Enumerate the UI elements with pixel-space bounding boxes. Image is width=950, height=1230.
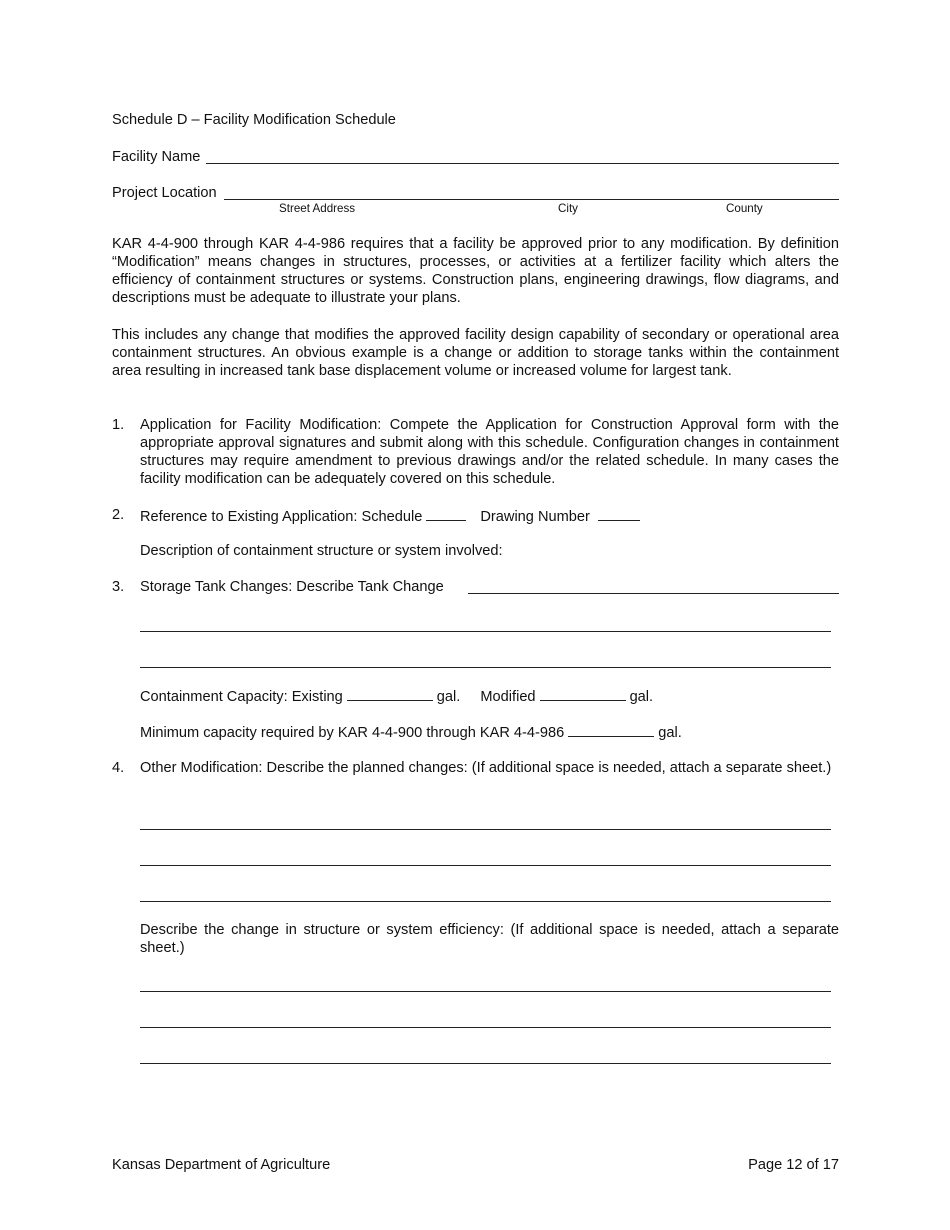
tank-change-line-3[interactable] — [140, 667, 831, 668]
minimum-capacity-label: Minimum capacity required by KAR 4-4-900 through KAR 4-4-986 — [140, 725, 565, 741]
county-caption: County — [726, 202, 763, 215]
efficiency-change-line-1[interactable] — [140, 991, 831, 992]
project-location-label: Project Location — [112, 185, 217, 201]
containment-description-label: Description of containment structure or system involved: — [140, 543, 503, 559]
project-location-field[interactable] — [224, 199, 839, 200]
efficiency-change-line-3[interactable] — [140, 1063, 831, 1064]
footer-agency: Kansas Department of Agriculture — [112, 1157, 331, 1173]
schedule-title: Schedule D – Facility Modification Schedule — [112, 112, 396, 128]
city-caption: City — [558, 202, 578, 215]
street-address-caption: Street Address — [279, 202, 356, 215]
footer-page-number: Page 12 of 17 — [748, 1157, 839, 1173]
item-2-number: 2. — [112, 507, 125, 523]
efficiency-change-label: Describe the change in structure or system efficiency: (If additional space is needed, attach a separate sheet.) — [140, 922, 839, 956]
item-2-reference-row — [140, 506, 644, 526]
schedule-reference-field[interactable] — [426, 506, 466, 521]
storage-tank-label: Storage Tank Changes: Describe Tank Change — [140, 579, 444, 595]
tank-change-line-2[interactable] — [140, 631, 831, 632]
planned-changes-line-2[interactable] — [140, 865, 831, 866]
minimum-capacity-field[interactable] — [568, 722, 654, 737]
planned-changes-line-3[interactable] — [140, 901, 831, 902]
containment-capacity-row — [140, 686, 653, 706]
item-1-text: Application for Facility Modification: Compete the Application for Construction Approval form with the appropriate approval signatures and submit along with this schedule. Configuration changes in containment structures may require amendment to previous drawings and/or the related schedule. In many cases the facility modification can be adequately covered on this schedule. — [140, 417, 839, 487]
facility-name-field[interactable] — [206, 163, 839, 164]
minimum-gal-unit: gal. — [658, 725, 682, 741]
modified-gal-unit: gal. — [629, 689, 654, 705]
minimum-capacity-row — [140, 722, 682, 742]
existing-capacity-field[interactable] — [347, 686, 433, 701]
efficiency-change-line-2[interactable] — [140, 1027, 831, 1028]
containment-capacity-label: Containment Capacity: Existing — [140, 689, 343, 705]
item-3-number: 3. — [112, 579, 125, 595]
intro-paragraph-2: This includes any change that modifies the approved facility design capability of secondary or operational area containment structures. An obvious example is a change or addition to storage tanks within the containment area resulting in increased tank base displacement volume or increased volume for largest tank. — [112, 327, 839, 379]
planned-changes-line-1[interactable] — [140, 829, 831, 830]
modified-capacity-field[interactable] — [540, 686, 626, 701]
tank-change-field[interactable] — [468, 593, 839, 594]
facility-name-label: Facility Name — [112, 149, 201, 165]
drawing-number-field[interactable] — [598, 506, 640, 521]
other-modification-label: Other Modification: Describe the planned changes: (If additional space is needed, attach a separate sheet.) — [140, 760, 832, 776]
drawing-number-label: Drawing Number — [480, 509, 590, 525]
intro-paragraph-1: KAR 4-4-900 through KAR 4-4-986 requires that a facility be approved prior to any modification. By definition “Modification” means changes in structures, processes, or activities at a fertilizer facility which alters the efficiency of containment structures or systems. Construction plans, engineering drawings, flow diagrams, and descriptions must be adequate to illustrate your plans. — [112, 236, 839, 306]
existing-gal-unit: gal. — [436, 689, 461, 705]
schedule-reference-label: Reference to Existing Application: Schedule — [140, 509, 423, 525]
item-1-number: 1. — [112, 417, 125, 433]
modified-capacity-label: Modified — [480, 689, 536, 705]
item-4-number: 4. — [112, 760, 125, 776]
